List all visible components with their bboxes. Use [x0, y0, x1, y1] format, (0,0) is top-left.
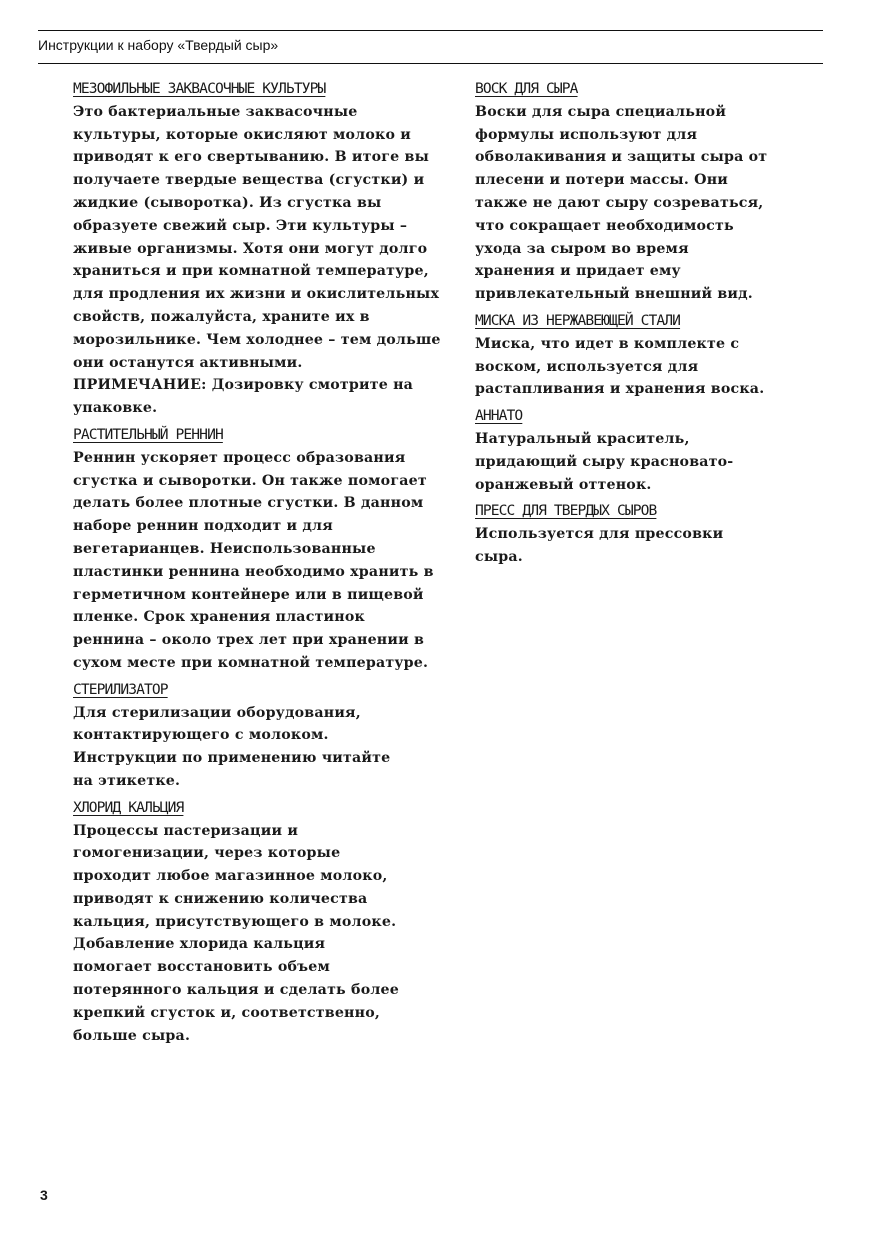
- section-text-line: что сокращает необходимость: [475, 217, 734, 234]
- section-text-line: получаете твердые вещества (сгустки) и: [73, 172, 425, 189]
- section-heading: ПРЕСС ДЛЯ ТВЕРДЫХ СЫРОВ: [475, 502, 657, 520]
- section: [73, 78, 458, 420]
- section-text-line: свойств, пожалуйста, храните их в: [73, 308, 370, 325]
- section-heading: СТЕРИЛИЗАТОР: [73, 680, 168, 698]
- section-text-line: на этикетке.: [73, 772, 181, 789]
- section-text-line: вегетарианцев. Неиспользованные: [73, 540, 376, 557]
- header-bottom-rule: [38, 63, 823, 64]
- section-text-line: гомогенизации, через которые: [73, 845, 341, 862]
- section: [73, 424, 458, 675]
- section-text-line: обволакивания и защиты сыра от: [475, 149, 768, 166]
- section-text-line: ПРИМЕЧАНИЕ: Дозировку смотрите на: [73, 377, 414, 394]
- section-text-line: придающий сыру красновато-: [475, 453, 734, 470]
- section-text-line: потерянного кальция и сделать более: [73, 982, 400, 999]
- section-text-line: Добавление хлорида кальция: [73, 936, 326, 953]
- section-heading: ХЛОРИД КАЛЬЦИЯ: [73, 798, 184, 816]
- section-text-line: пластинки реннина необходимо хранить в: [73, 563, 434, 580]
- section-text-line: ухода за сыром во время: [475, 240, 689, 257]
- section-heading: МИСКА ИЗ НЕРЖАВЕЮЩЕЙ СТАЛИ: [475, 311, 681, 329]
- section-text-line: храниться и при комнатной температуре,: [73, 263, 429, 280]
- section-text-line: они останутся активными.: [73, 354, 303, 371]
- section: [73, 679, 458, 793]
- page-header-title: Инструкции к набору «Твердый сыр»: [38, 37, 279, 53]
- section-text-line: Натуральный краситель,: [475, 430, 690, 447]
- section-text-line: Используется для прессовки: [475, 526, 724, 543]
- header-top-rule: [38, 30, 823, 31]
- section: [475, 500, 795, 568]
- section-text-line: оранжевый оттенок.: [475, 476, 652, 493]
- section-text-line: сухом месте при комнатной температуре.: [73, 654, 429, 671]
- section-text-line: реннина – около трех лет при хранении в: [73, 632, 425, 649]
- section-text-line: кальция, присутствующего в молоке.: [73, 913, 397, 930]
- section-text-line: сыра.: [475, 548, 523, 565]
- section-text-line: жидкие (сыворотка). Из сгустка вы: [73, 194, 382, 211]
- section-text-line: растапливания и хранения воска.: [475, 381, 765, 398]
- section-text-line: также не дают сыру созреваться,: [475, 194, 764, 211]
- section-text-line: наборе реннин подходит и для: [73, 518, 333, 535]
- section-text-line: живые организмы. Хотя они могут долго: [73, 240, 428, 257]
- section-text-line: хранения и придает ему: [475, 263, 681, 280]
- section: [475, 405, 795, 496]
- section-text-line: помогает восстановить объем: [73, 959, 331, 976]
- section-text-line: сгустка и сыворотки. Он также помогает: [73, 472, 427, 489]
- section-heading: МЕЗОФИЛЬНЫЕ ЗАКВАСОЧНЫЕ КУЛЬТУРЫ: [73, 80, 326, 97]
- section-text-line: Реннин ускоряет процесс образования: [73, 449, 406, 466]
- section-text-line: крепкий сгусток и, соответственно,: [73, 1004, 381, 1021]
- section-heading: ВОСК ДЛЯ СЫРА: [475, 80, 578, 97]
- section-text-line: приводят к его свертыванию. В итоге вы: [73, 149, 430, 166]
- section-text-line: делать более плотные сгустки. В данном: [73, 495, 424, 512]
- section-text-line: приводят к снижению количества: [73, 890, 368, 907]
- section-text-line: Для стерилизации оборудования,: [73, 704, 361, 721]
- section: [475, 310, 795, 401]
- section-text-line: образуете свежий сыр. Эти культуры –: [73, 217, 408, 234]
- section: [475, 78, 795, 306]
- section-heading: РАСТИТЕЛЬНЫЙ РЕННИН: [73, 425, 223, 443]
- section-text-line: упаковке.: [73, 400, 158, 417]
- page-number: 3: [40, 1187, 48, 1203]
- section-text-line: плесени и потери массы. Они: [475, 172, 728, 189]
- right-column: [475, 78, 795, 573]
- section-text-line: герметичном контейнере или в пищевой: [73, 586, 424, 603]
- section-text-line: привлекательный внешний вид.: [475, 286, 753, 303]
- section-text-line: морозильнике. Чем холоднее – тем дольше: [73, 331, 441, 348]
- section-text-line: Инструкции по применению читайте: [73, 750, 391, 767]
- section-text-line: культуры, которые окисляют молоко и: [73, 126, 411, 143]
- section-text-line: Воски для сыра специальной: [475, 103, 727, 120]
- section-text-line: контактирующего с молоком.: [73, 727, 329, 744]
- section-heading: АННАТО: [475, 407, 523, 425]
- left-column: [73, 78, 458, 1051]
- section: [73, 797, 458, 1048]
- section-text-line: для продления их жизни и окислительных: [73, 286, 440, 303]
- section-text-line: Это бактериальные заквасочные: [73, 103, 358, 120]
- section-text-line: проходит любое магазинное молоко,: [73, 868, 388, 885]
- section-text-line: Миска, что идет в комплекте с: [475, 335, 740, 352]
- section-text-line: больше сыра.: [73, 1027, 191, 1044]
- section-text-line: Процессы пастеризации и: [73, 822, 299, 839]
- section-text-line: формулы используют для: [475, 126, 698, 143]
- section-text-line: воском, используется для: [475, 358, 699, 375]
- section-text-line: пленке. Срок хранения пластинок: [73, 609, 365, 626]
